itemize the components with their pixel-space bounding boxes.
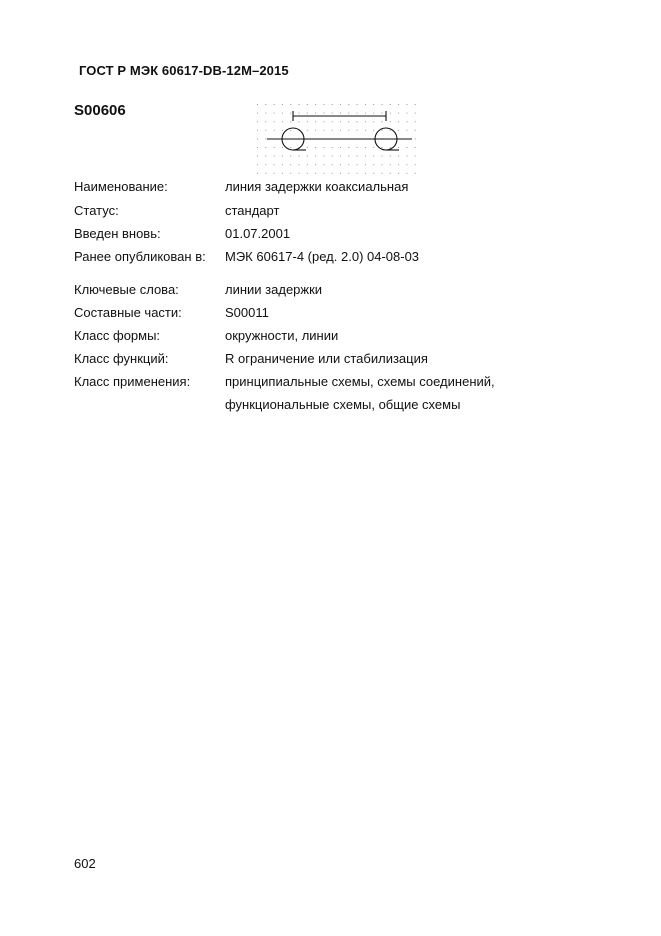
grid-dot [406,130,407,131]
grid-dot [282,147,283,148]
grid-dot [390,113,391,114]
grid-dot [290,164,291,165]
grid-dot [307,147,308,148]
grid-dot [323,147,324,148]
grid-dot [406,164,407,165]
name-value: линия задержки коаксиальная [225,179,409,194]
grid-dot [390,130,391,131]
grid-dot [290,147,291,148]
grid-dot [299,173,300,174]
application-class-label: Класс применения: [74,374,191,389]
grid-dot [406,113,407,114]
grid-dot [340,121,341,122]
grid-dot [265,104,266,105]
status-label: Статус: [74,203,119,218]
grid-dot [373,147,374,148]
grid-dot [265,173,266,174]
grid-dot [307,121,308,122]
grid-dot [340,130,341,131]
grid-dot [365,156,366,157]
grid-dot [257,164,258,165]
grid-dot [357,104,358,105]
grid-dot [365,104,366,105]
grid-dot [373,104,374,105]
shape-class-label: Класс формы: [74,328,161,343]
grid-dot [332,147,333,148]
grid-dot [373,121,374,122]
grid-dot [257,121,258,122]
grid-dot [282,156,283,157]
grid-dot [398,156,399,157]
grid-dot [290,121,291,122]
grid-dot [365,121,366,122]
symbol-code: S00606 [74,102,126,119]
grid-dot [274,113,275,114]
introduced-value: 01.07.2001 [225,226,291,241]
grid-dot [332,164,333,165]
grid-dot [365,147,366,148]
application-class-value-1: принципиальные схемы, схемы соединений, [225,374,495,389]
grid-dot [357,164,358,165]
grid-dot [348,104,349,105]
grid-dot [282,104,283,105]
grid-dot [398,130,399,131]
grid-dot [365,173,366,174]
grid-dot [332,113,333,114]
grid-dot [257,173,258,174]
grid-dot [340,164,341,165]
grid-dot [390,121,391,122]
keywords-label: Ключевые слова: [74,282,179,297]
grid-dot [274,104,275,105]
grid-dot [415,121,416,122]
grid-dot [290,173,291,174]
grid-dot [307,156,308,157]
grid-dot [398,121,399,122]
grid-dot [406,173,407,174]
grid-dot [265,147,266,148]
grid-dot [398,164,399,165]
grid-dot [340,104,341,105]
previous-label: Ранее опубликован в: [74,249,206,264]
grid-dot [299,121,300,122]
grid-dot [323,156,324,157]
grid-dot [307,164,308,165]
function-class-label: Класс функций: [74,351,169,366]
grid-dot [323,173,324,174]
grid-dot [348,156,349,157]
grid-dot [390,164,391,165]
grid-dot [382,130,383,131]
grid-dot [332,173,333,174]
grid-dot [307,104,308,105]
grid-dot [390,156,391,157]
grid-dot [274,156,275,157]
grid-dot [382,104,383,105]
grid-dot [340,173,341,174]
grid-dot [357,156,358,157]
grid-dot [340,147,341,148]
name-label: Наименование: [74,179,168,194]
grid-dot [282,113,283,114]
grid-dot [315,113,316,114]
grid-dot [382,164,383,165]
grid-dot [265,164,266,165]
grid-dot [415,147,416,148]
grid-dot [265,130,266,131]
keywords-value: линии задержки [225,282,323,297]
grid-dot [274,173,275,174]
symbol-drawing [255,101,425,176]
grid-dot [299,164,300,165]
grid-dot [282,164,283,165]
grid-dot [315,130,316,131]
grid-dot [307,173,308,174]
grid-dot [265,113,266,114]
grid-dot [373,173,374,174]
grid-dot [274,121,275,122]
grid-dot [257,138,258,139]
grid-dot [274,164,275,165]
grid-dot [365,164,366,165]
grid-dot [348,164,349,165]
grid-dot [257,156,258,157]
grid-dot [290,130,291,131]
grid-dot [415,173,416,174]
grid-dot [365,130,366,131]
grid-dot [290,104,291,105]
grid-dot [406,147,407,148]
grid-dot [348,173,349,174]
grid-dot [323,113,324,114]
document-header: ГОСТ Р МЭК 60617-DB-12M–2015 [79,63,289,78]
grid-dot [398,147,399,148]
grid-dot [282,121,283,122]
grid-dot [332,156,333,157]
grid-dot [274,130,275,131]
grid-dot [382,147,383,148]
grid-dot [323,104,324,105]
grid-dot [265,138,266,139]
grid-dot [348,113,349,114]
grid-dot [265,156,266,157]
grid-dot [382,173,383,174]
shape-class-value: окружности, линии [225,328,339,343]
parts-value: S00011 [225,305,269,320]
grid-dot [382,121,383,122]
previous-value: МЭК 60617-4 (ред. 2.0) 04-08-03 [225,249,420,264]
grid-dot [390,147,391,148]
introduced-label: Введен вновь: [74,226,161,241]
grid-dot [257,147,258,148]
grid-dot [357,173,358,174]
grid-dot [406,104,407,105]
grid-dot [332,121,333,122]
page-number: 602 [74,856,96,871]
grid-dot [415,138,416,139]
grid-dot [290,113,291,114]
grid-dot [299,104,300,105]
grid-dot [398,173,399,174]
grid-dot [290,156,291,157]
grid-dot [315,173,316,174]
grid-dot [257,104,258,105]
grid-dot [265,121,266,122]
grid-dot [274,147,275,148]
grid-dot [282,173,283,174]
grid-dot [373,156,374,157]
grid-dot [398,104,399,105]
grid-dot [332,130,333,131]
grid-dot [406,121,407,122]
grid-dot [323,164,324,165]
grid-dot [340,156,341,157]
grid-dot [415,130,416,131]
grid-dot [415,164,416,165]
grid-dot [415,104,416,105]
grid-dot [307,113,308,114]
function-class-value: R ограничение или стабилизация [225,351,428,366]
grid-dot [415,156,416,157]
grid-dot [373,113,374,114]
grid-dot [323,121,324,122]
application-class-value-2: функциональные схемы, общие схемы [225,397,461,412]
grid-dot [357,147,358,148]
grid-dot [307,130,308,131]
grid-dot [357,130,358,131]
grid-dot [257,113,258,114]
parts-label: Составные части: [74,305,182,320]
grid-dot [315,156,316,157]
grid-dot [365,113,366,114]
grid-dot [299,113,300,114]
grid-dot [398,113,399,114]
grid-dot [357,121,358,122]
grid-dot [390,173,391,174]
grid-dot [382,156,383,157]
grid-dot [257,130,258,131]
grid-dot [315,104,316,105]
grid-dot [348,130,349,131]
grid-dot [332,104,333,105]
grid-dot [315,147,316,148]
grid-dot [282,130,283,131]
grid-dot [315,121,316,122]
grid-dot [373,164,374,165]
grid-dot [373,130,374,131]
grid-dot [323,130,324,131]
grid-dot [348,147,349,148]
grid-dot [415,113,416,114]
grid-dot [382,113,383,114]
grid-dot [357,113,358,114]
grid-dot [299,156,300,157]
grid-dot [315,164,316,165]
status-value: стандарт [225,203,280,218]
grid-dot [348,121,349,122]
grid-dot [340,113,341,114]
grid-dot [406,156,407,157]
grid-dot [390,104,391,105]
